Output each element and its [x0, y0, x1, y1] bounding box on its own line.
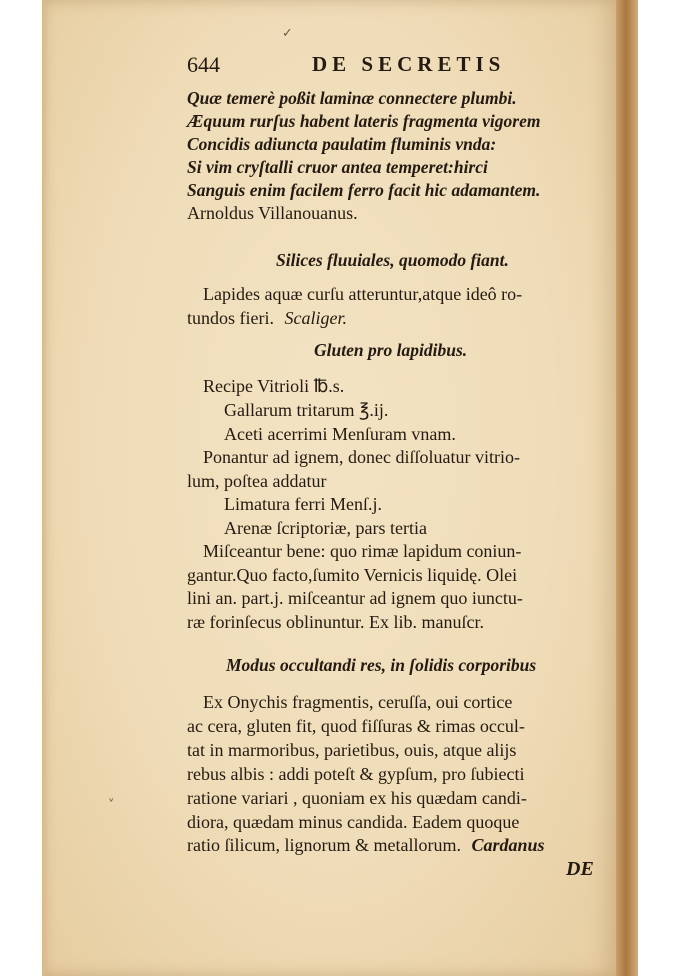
page-fore-edge: [616, 0, 638, 976]
source-citation-cardanus: Cardanus: [471, 835, 545, 855]
recipe-line-8: Miſceantur bene: quo rimæ lapidum coniun-: [203, 541, 522, 561]
modus-line-2: ac cera, gluten fit, quod fiſſuras & rimas occul-: [187, 716, 525, 736]
recipe-line-6: Limatura ferri Menſ.j.: [224, 494, 382, 514]
section-heading-gluten: Gluten pro lapidibus.: [314, 340, 468, 360]
silices-text-line-2: [187, 308, 347, 329]
page-gutter-shadow: [42, 0, 48, 976]
recipe-line-2: Gallarum tritarum ℥.ij.: [224, 400, 389, 420]
recipe-line-11: ræ forinſecus oblinuntur. Ex lib. manuſcr.: [187, 612, 484, 632]
verse-line-2: Æquum rurſus habent lateris fragmenta vigorem: [187, 111, 541, 131]
verse-line-5: Sanguis enim facilem ferro facit hic adamantem.: [187, 180, 541, 200]
modus-line-1: Ex Onychis fragmentis, ceruſſa, oui cortice: [203, 692, 513, 712]
verse-line-4: Si vim cryſtalli cruor antea temperet:hirci: [187, 157, 488, 177]
verse-line-3: Concidis adiuncta paulatim fluminis vnda:: [187, 134, 497, 154]
section-heading-modus: Modus occultandi res, in ſolidis corporibus: [226, 655, 537, 675]
modus-line-4: rebus albis : addi poteſt & gypſum, pro ſubiecti: [187, 764, 525, 784]
recipe-line-4: Ponantur ad ignem, donec diſſoluatur vitrio-: [203, 447, 520, 467]
modus-last-text: ratio ſilicum, lignorum & metallorum.: [187, 835, 461, 855]
recipe-line-1: Recipe Vitrioli ℔.s.: [203, 376, 345, 396]
recipe-line-3: Aceti acerrimi Menſuram vnam.: [224, 424, 456, 444]
modus-line-5: ratione variari , quoniam ex his quædam candi-: [187, 788, 527, 808]
modus-line-7: [187, 835, 545, 856]
source-citation-scaliger: Scaliger.: [284, 308, 347, 328]
recipe-line-9: gantur.Quo facto,ſumito Vernicis liquidę. Olei: [187, 565, 518, 585]
modus-line-6: diora, quædam minus candida. Eadem quoque: [187, 812, 520, 832]
catchword: DE: [566, 858, 594, 880]
recipe-line-5: lum, poſtea addatur: [187, 471, 327, 491]
silices-text: tundos fieri.: [187, 308, 274, 328]
section-heading-silices: Silices fluuiales, quomodo fiant.: [276, 250, 509, 270]
modus-line-3: tat in marmoribus, parietibus, ouis, atque alijs: [187, 740, 517, 760]
running-title: DE SECRETIS: [312, 52, 506, 76]
author-attribution: Arnoldus Villanouanus.: [187, 203, 358, 223]
verse-line-1: Quæ temerè poßit laminæ connectere plumbi.: [187, 88, 517, 108]
recipe-line-7: Arenæ ſcriptoriæ, pars tertia: [224, 518, 427, 538]
silices-text-line-1: Lapides aquæ curſu atteruntur,atque ideô ro-: [203, 284, 523, 304]
ink-mark: ˅: [108, 798, 115, 813]
ink-mark: ✓: [282, 26, 293, 41]
recipe-line-10: lini an. part.j. miſceantur ad ignem quo iunctu-: [187, 588, 523, 608]
page-number: 644: [187, 52, 220, 77]
